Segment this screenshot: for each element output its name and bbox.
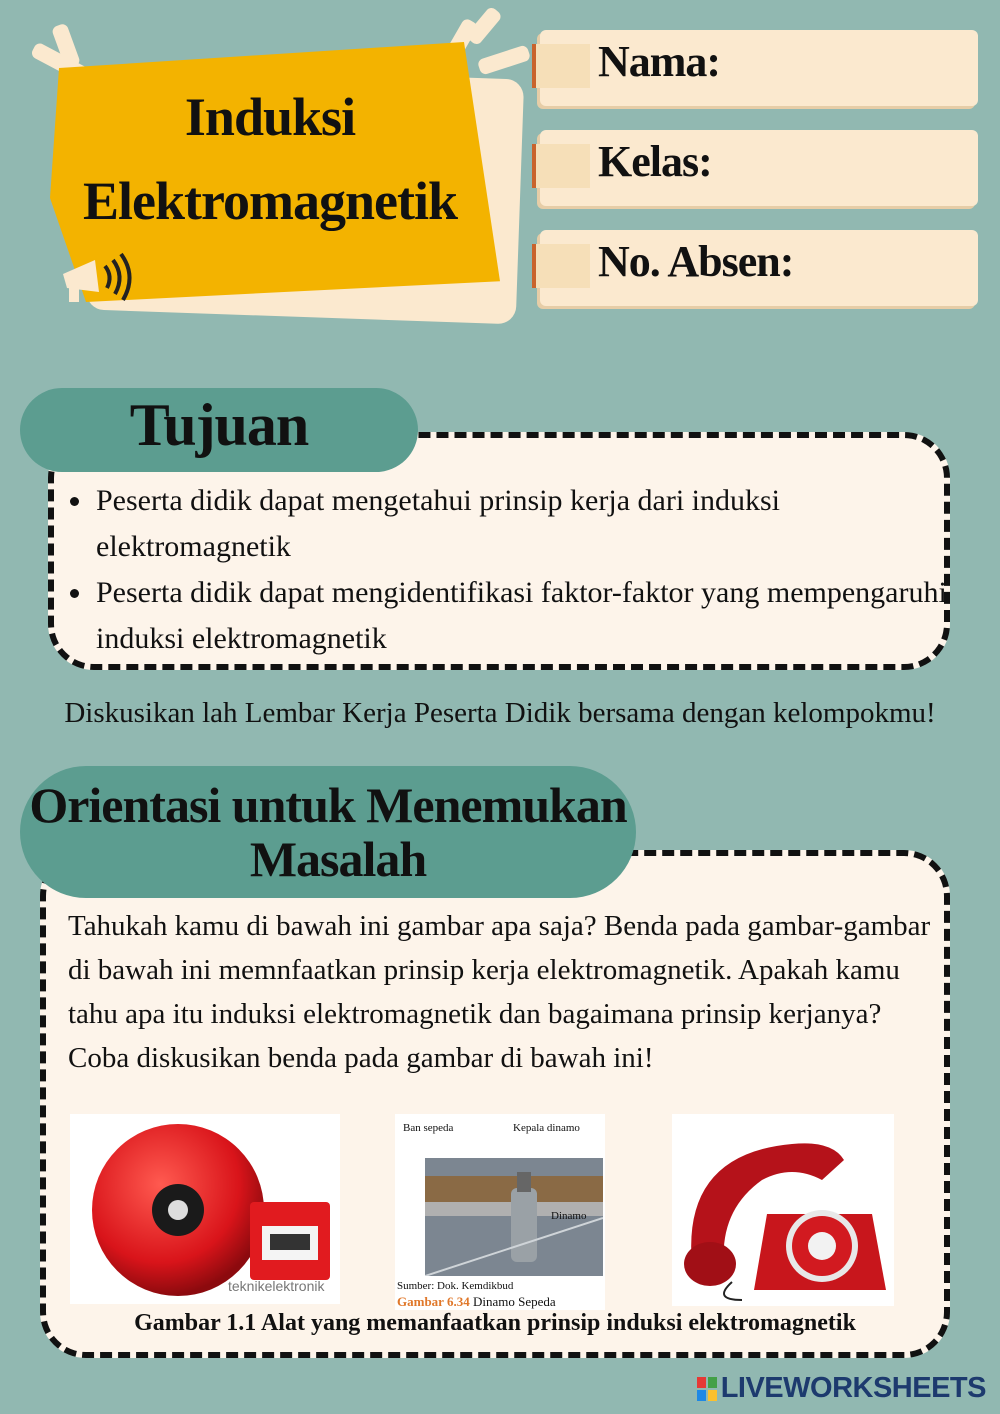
title-line-1: Induksi [184, 87, 356, 147]
dynamo-source: Sumber: Dok. Kemdikbud [397, 1280, 514, 1292]
liveworksheets-logo [697, 1372, 986, 1405]
orientasi-heading-line-1: Orientasi untuk Menemukan [29, 777, 627, 833]
orientasi-heading-line-2: Masalah [249, 831, 427, 887]
megaphone-icon [55, 240, 145, 310]
brand-name: LIVEWORKSHEETS [720, 1372, 986, 1404]
orientasi-heading [20, 778, 636, 886]
absence-number-label: No. Absen: [598, 237, 794, 286]
tujuan-heading: Tujuan [129, 392, 309, 458]
dynamo-label-head: Kepala dinamo [513, 1122, 580, 1134]
fire-alarm-bell-image [70, 1114, 340, 1304]
list-item: • Peserta didik dapat mengetahui prinsip kerja dari induksi elektromagnetik [94, 478, 974, 570]
name-field[interactable] [540, 30, 978, 106]
name-label: Nama: [598, 37, 721, 86]
orientasi-text [68, 904, 938, 1080]
list-item: • Peserta didik dapat mengidentifikasi faktor-faktor yang mempengaruhi induksi elektromagnetik [94, 570, 974, 662]
page-title [60, 75, 480, 243]
liveworksheets-logo-icon [697, 1377, 717, 1401]
field-tab [532, 144, 590, 188]
burst-ray [477, 44, 531, 75]
field-tab [532, 244, 590, 288]
field-tab [532, 44, 590, 88]
goals-list [68, 478, 974, 662]
figure-caption: Gambar 1.1 Alat yang memanfaatkan prinsip induksi elektromagnetik [134, 1310, 856, 1336]
orientasi-paragraph: Tahukah kamu di bawah ini gambar apa saja? Benda pada gambar-gambar di bawah ini memnfaatkan prinsip kerja elektromagnetik. Apakah kamu tahu apa itu induksi elektromagnetik dan bagaimana prinsip kerjanya? [68, 910, 931, 1030]
dynamo-figure-number: Gambar 6.34 [397, 1294, 470, 1309]
bicycle-dynamo-image [395, 1114, 605, 1310]
title-line-2: Elektromagnetik [83, 171, 457, 231]
class-label: Kelas: [598, 137, 712, 186]
class-field[interactable] [540, 130, 978, 206]
dynamo-figure-caption [397, 1294, 556, 1310]
orientasi-paragraph: Coba diskusikan benda pada gambar di bawah ini! [68, 1042, 654, 1074]
telephone-icon [672, 1114, 894, 1306]
bell-icon [70, 1114, 340, 1304]
dynamo-label-tire: Ban sepeda [403, 1122, 454, 1134]
instruction-text: Diskusikan lah Lembar Kerja Peserta Didik bersama dengan kelompokmu! [64, 697, 936, 729]
dynamo-label-dynamo: Dinamo [551, 1210, 587, 1222]
dynamo-figure-title: Dinamo Sepeda [472, 1294, 556, 1309]
telephone-image [672, 1114, 894, 1306]
absence-number-field[interactable] [540, 230, 978, 306]
bell-watermark: teknikelektronik [228, 1278, 325, 1294]
